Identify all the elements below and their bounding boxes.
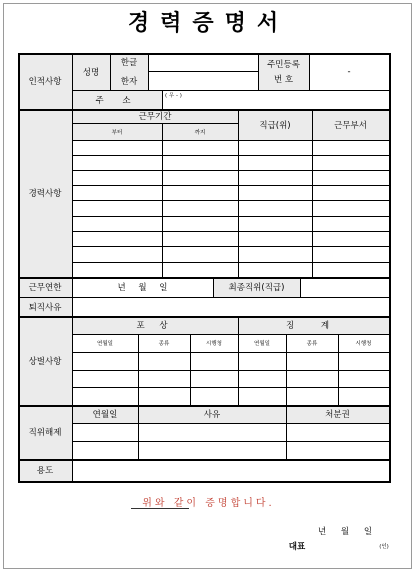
- period-label: 근무기간: [138, 112, 172, 122]
- table-rule: [18, 53, 391, 55]
- final-position-label: 최종직위(직급): [228, 283, 285, 293]
- dismissal-action-label: 처분권: [325, 410, 350, 420]
- table-rule: [72, 53, 73, 481]
- dismissal-date-header: [72, 405, 138, 423]
- table-rule: [300, 277, 301, 297]
- table-rule: [18, 459, 389, 461]
- table-rule: [72, 170, 389, 171]
- table-rule: [72, 123, 238, 124]
- reward-agency-label: 시행청: [206, 341, 222, 347]
- punishment-type-header: [286, 334, 338, 352]
- korean-label: 한글: [120, 58, 138, 68]
- hanja-label-cell: [110, 71, 148, 90]
- table-rule: [286, 405, 287, 459]
- address-label: 주 소: [95, 95, 139, 106]
- years-value-cell[interactable]: [72, 277, 213, 297]
- reward-label: 포 상: [136, 321, 174, 331]
- date-line-text: 년 월 일: [318, 527, 373, 537]
- retirement-label: 퇴직사유: [28, 302, 62, 313]
- table-rule: [238, 109, 239, 277]
- seal-label-text: (인): [379, 544, 389, 550]
- table-rule: [72, 423, 389, 424]
- reward-type-header: [138, 334, 190, 352]
- career-section-label: 경력사항: [28, 189, 62, 199]
- korean-label-cell: [110, 53, 148, 71]
- resident-no-label-2: 번 호: [273, 75, 294, 85]
- period-label-cell: [72, 109, 238, 123]
- from-label: 부터: [111, 129, 123, 136]
- hanja-label: 한자: [120, 76, 138, 87]
- table-rule: [72, 441, 389, 442]
- department-label: 근무부서: [334, 120, 367, 131]
- resident-no-label: 주민등록: [267, 60, 300, 70]
- punishment-type-label: 종류: [306, 341, 318, 347]
- table-rule: [148, 53, 149, 90]
- from-label-cell: [72, 123, 162, 140]
- table-rule: [18, 405, 389, 407]
- punishment-date-header: [238, 334, 286, 352]
- table-rule: [72, 155, 389, 156]
- address-value-cell[interactable]: [165, 90, 225, 100]
- seal-label: [376, 541, 392, 551]
- punishment-agency-header: [338, 334, 389, 352]
- table-rule: [72, 246, 389, 247]
- table-rule: [18, 297, 389, 298]
- table-rule: [72, 231, 389, 232]
- address-value: ( 우 - ): [165, 93, 182, 99]
- name-label: 성명: [82, 67, 100, 78]
- purpose-label: 용도: [36, 466, 54, 476]
- final-position-label-cell: [213, 277, 300, 297]
- reward-date-label: 연월일: [97, 341, 113, 347]
- table-rule: [138, 405, 139, 459]
- table-rule: [72, 185, 389, 186]
- table-rule: [389, 53, 391, 483]
- table-rule: [258, 53, 259, 90]
- page-title: 경력증명서: [127, 10, 290, 36]
- reward-label-cell: [72, 316, 238, 334]
- awards-section-label: 상벌사항: [28, 356, 62, 367]
- reward-date-header: [72, 334, 138, 352]
- dismissal-section-cell: [18, 405, 72, 459]
- dismissal-reason-header: [138, 405, 286, 423]
- table-rule: [162, 90, 163, 109]
- dismissal-action-header: [286, 405, 389, 423]
- resident-no-label-cell: [258, 53, 309, 90]
- table-rule: [18, 109, 389, 111]
- personal-section-cell: [18, 53, 72, 109]
- punishment-label: 징 계: [285, 321, 342, 331]
- to-label-cell: [162, 123, 238, 140]
- years-label-cell: [18, 277, 72, 297]
- table-rule: [238, 316, 239, 405]
- dismissal-reason-label: 사유: [203, 410, 221, 420]
- date-line: [318, 524, 398, 538]
- table-rule: [110, 53, 111, 90]
- personal-section-label: 인적사항: [28, 77, 62, 87]
- years-value: 년 월 일: [117, 283, 168, 293]
- dismissal-section-label: 직위해제: [28, 428, 62, 438]
- table-rule: [18, 53, 20, 483]
- resident-no-value: -: [347, 66, 351, 77]
- department-label-cell: [312, 109, 389, 140]
- table-rule: [72, 200, 389, 201]
- table-rule: [72, 334, 389, 335]
- career-section-cell: [18, 109, 72, 277]
- punishment-date-label: 연월일: [254, 341, 270, 347]
- table-rule: [72, 90, 389, 91]
- table-rule: [72, 352, 389, 353]
- dismissal-date-label: 연월일: [92, 410, 118, 420]
- name-label-cell: [72, 53, 110, 90]
- grade-label-cell: [238, 109, 312, 140]
- retirement-label-cell: [18, 297, 72, 316]
- table-rule: [309, 53, 310, 90]
- table-rule: [18, 316, 389, 318]
- table-rule: [18, 277, 389, 279]
- to-label: 까지: [194, 129, 206, 136]
- table-rule: [72, 370, 389, 371]
- punishment-label-cell: [238, 316, 389, 334]
- awards-section-cell: [18, 316, 72, 405]
- table-rule: [72, 387, 389, 388]
- confirmation-text: 위와 같이 증명합니다.: [142, 498, 275, 509]
- years-label: 근무연한: [28, 283, 62, 293]
- resident-no-value-cell[interactable]: [309, 53, 389, 90]
- punishment-agency-label: 시행청: [355, 341, 372, 347]
- table-rule: [312, 109, 313, 277]
- table-rule: [72, 262, 389, 263]
- address-label-cell: [72, 90, 162, 109]
- representative-label: [282, 539, 312, 553]
- table-rule: [72, 216, 389, 217]
- purpose-label-cell: [18, 459, 72, 481]
- table-rule: [213, 277, 214, 297]
- table-rule: [148, 71, 258, 72]
- table-rule: [18, 481, 391, 483]
- representative-label-text: 대표: [288, 542, 306, 552]
- reward-type-label: 종류: [158, 341, 170, 347]
- reward-agency-header: [190, 334, 238, 352]
- grade-label: 직급(위): [259, 120, 291, 131]
- table-rule: [72, 140, 389, 141]
